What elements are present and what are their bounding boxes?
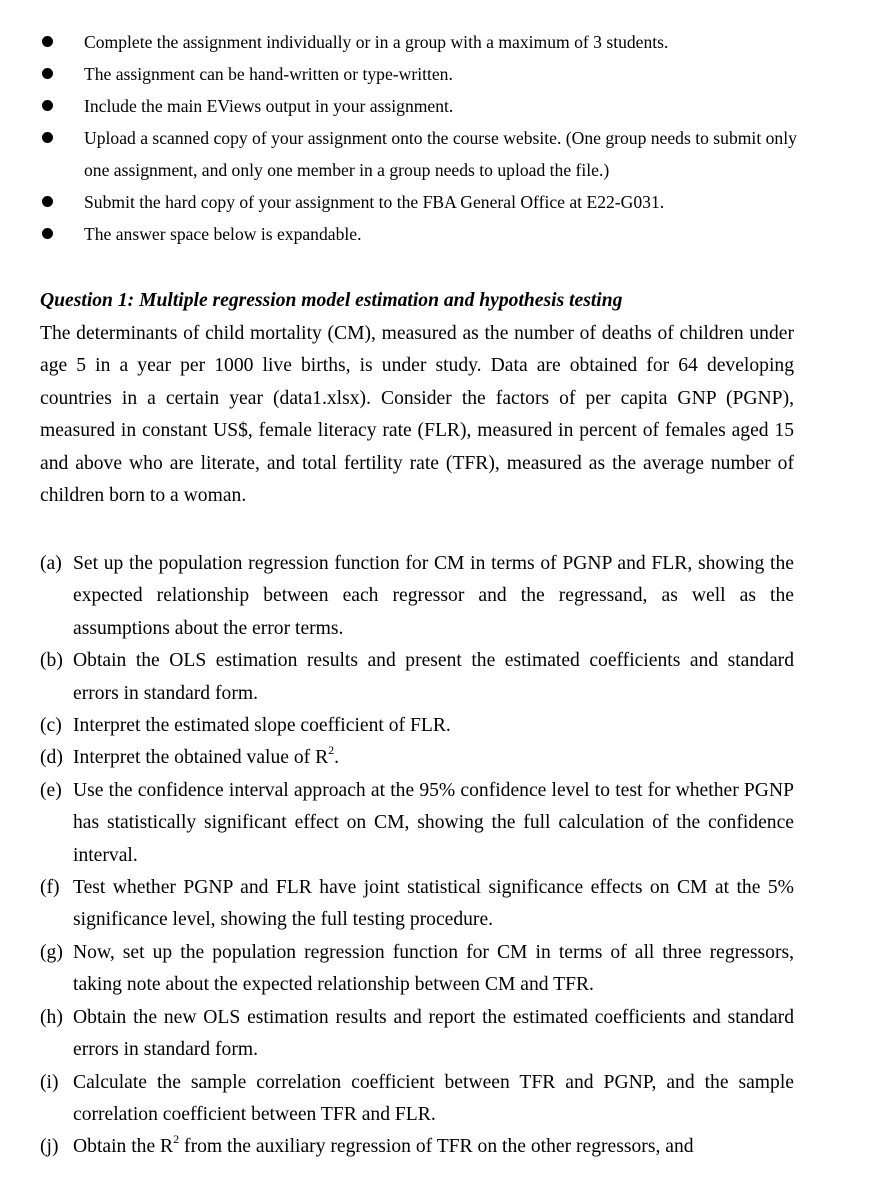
part-label: (g)	[40, 941, 63, 963]
bullet-icon	[42, 132, 53, 143]
instruction-text: Complete the assignment individually or in a group with a maximum of 3 students.	[84, 32, 669, 52]
part-label: (f)	[40, 877, 60, 899]
instruction-item	[0, 218, 873, 250]
instruction-text: The answer space below is expandable.	[84, 224, 362, 244]
part-text: Interpret the obtained value of R	[73, 747, 329, 769]
question-part	[40, 548, 794, 645]
bullet-icon	[42, 196, 53, 207]
question-part	[40, 775, 794, 872]
part-label: (b)	[40, 650, 63, 672]
part-text-end: .	[334, 747, 340, 769]
part-label: (h)	[40, 1006, 63, 1028]
part-text: Set up the population regression function for CM in terms of PGNP and FLR, showing the expected relationship between each regressor and the regressand, as well as the assumptions about the error terms.	[73, 553, 794, 639]
question-part	[40, 872, 794, 937]
instruction-item	[0, 122, 873, 186]
question-part	[40, 1131, 794, 1163]
instruction-text: Upload a scanned copy of your assignment onto the course website. (One group needs to submit only one assignment, and only one member in a group needs to upload the file.)	[84, 128, 797, 180]
question-title: Question 1: Multiple regression model estimation and hypothesis testing	[40, 290, 623, 311]
superscript: 2	[328, 742, 335, 757]
question-part	[40, 645, 794, 710]
instruction-text: Submit the hard copy of your assignment to the FBA General Office at E22-G031.	[84, 192, 665, 212]
part-label: (c)	[40, 715, 62, 737]
question-parts	[40, 548, 794, 1164]
bullet-icon	[42, 100, 53, 111]
part-text: Use the confidence interval approach at the 95% confidence level to test for whether PGNP has statistically significant effect on CM, showing the full calculation of the confidence interval.	[73, 779, 794, 866]
part-label: (d)	[40, 747, 63, 769]
instruction-item	[0, 186, 873, 218]
question-intro: The determinants of child mortality (CM), measured as the number of deaths of children under age 5 in a year per 1000 live births, is under study. Data are obtained for 64 developing countries in a certain year (data1.xlsx). Consider the factors of per capita GNP (PGNP), measured in constant US$, female literacy rate (FLR), measured in percent of females aged 15 and above who are literate, and total fertility rate (TFR), measured as the average number of children born to a woman.	[40, 323, 794, 507]
question-part	[40, 710, 794, 742]
instruction-item	[0, 90, 873, 122]
part-text: Obtain the R	[73, 1136, 174, 1158]
question-part	[40, 1002, 794, 1067]
part-text: Now, set up the population regression function for CM in terms of all three regressors, taking note about the expected relationship between CM and TFR.	[73, 941, 794, 996]
part-text: Obtain the new OLS estimation results and report the estimated coefficients and standard errors in standard form.	[73, 1006, 794, 1061]
bullet-icon	[42, 36, 53, 47]
superscript: 2	[173, 1131, 180, 1146]
part-text: Interpret the estimated slope coefficient of FLR.	[73, 715, 451, 737]
bullet-icon	[42, 68, 53, 79]
instruction-text: Include the main EViews output in your assignment.	[84, 96, 454, 116]
instruction-item	[0, 26, 873, 58]
part-text: Test whether PGNP and FLR have joint statistical significance effects on CM at the 5% significance level, showing the full testing procedure.	[73, 877, 794, 931]
question-part	[40, 937, 794, 1002]
instruction-text: The assignment can be hand-written or type-written.	[84, 64, 453, 84]
part-label: (i)	[40, 1071, 59, 1093]
instruction-item	[0, 58, 873, 90]
bullet-icon	[42, 228, 53, 239]
part-label: (j)	[40, 1136, 59, 1158]
instruction-list	[0, 26, 873, 250]
question-part	[40, 1067, 794, 1132]
question-part	[40, 742, 794, 774]
part-text: Calculate the sample correlation coefficient between TFR and PGNP, and the sample correlation coefficient between TFR and FLR.	[73, 1071, 794, 1125]
part-label: (a)	[40, 553, 62, 574]
part-text: Obtain the OLS estimation results and present the estimated coefficients and standard errors in standard form.	[73, 650, 794, 704]
part-label: (e)	[40, 779, 62, 801]
part-text-end: from the auxiliary regression of TFR on the other regressors, and	[179, 1136, 694, 1158]
